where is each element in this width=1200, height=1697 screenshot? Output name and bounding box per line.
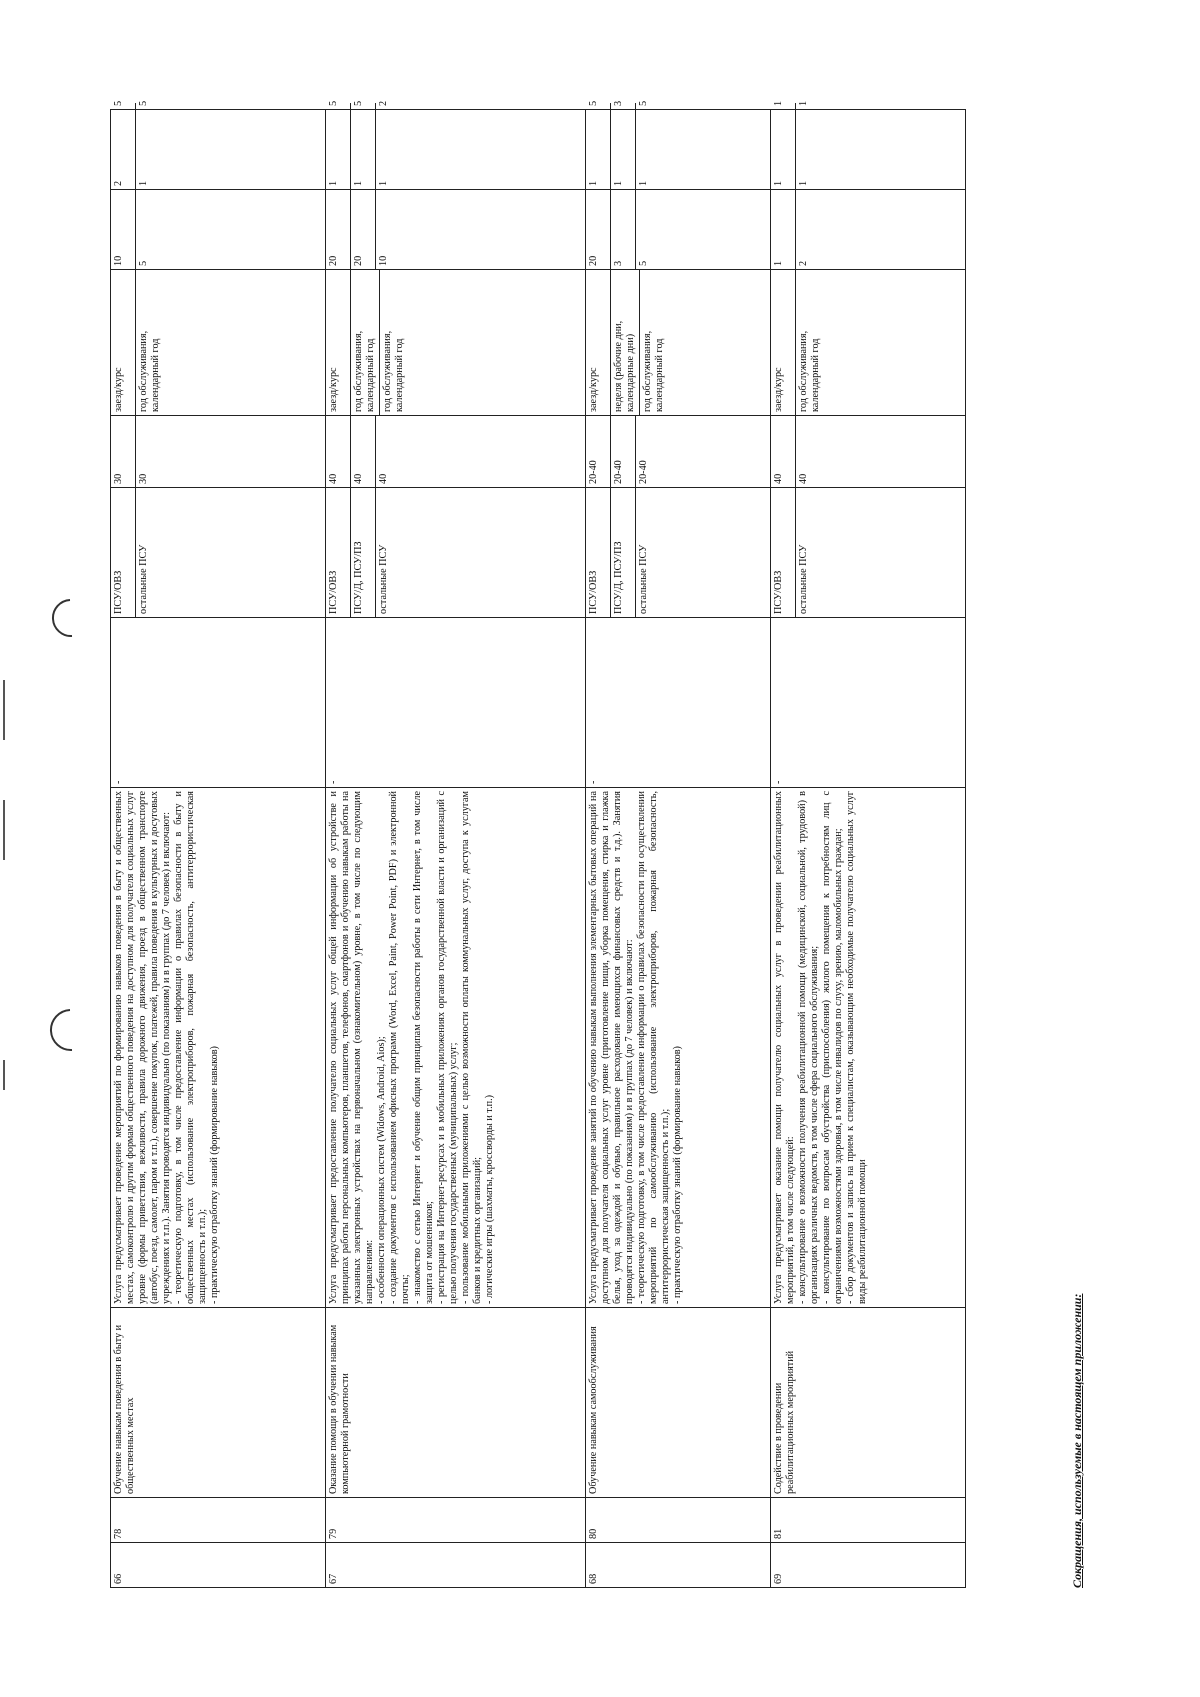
service-description: Услуга предусматривает предоставление получателю социальных услуг общей информации об устройстве и принципах работы персональных компьютеров, планшетов, телефонов, смартфонов и обучению навыкам работы на указанных электронных устройствах на первоначальном (ознакомительном) уровне, в том числе по следующим направлениям: - особенности операционных систем (Widows, Android, Aios); - создание документов с использованием офисных программ (Word, Excel, Paint, Power Point, PDF) и электронной почты; - знакомство с сетью Интернет и обучение общим принципам безопасности работы в сети Интернет, в том числе защита от мошенников; - регистрация на Интернет-ресурсах и в мобильных приложениях органов государственной власти и организаций с целью получения государственных (муниципальных) услуг; - пользование мобильными приложениями с целью возможности оплаты коммунальных услуг, доступа к услугам банков и кредитных организаций; - логические игры (шахматы, кроссворды и т.п.) [326, 788, 586, 1308]
frequency-value: 1 [135, 110, 160, 189]
service-code: 78 [111, 1498, 326, 1543]
frequency-value: 2 [113, 180, 124, 186]
volume-value-cell [326, 190, 586, 270]
unit-of-measure: заезд/курс [113, 367, 124, 412]
row-number: 69 [771, 1543, 966, 1588]
volume-value: 1 [773, 260, 784, 266]
unit-of-measure-cell [586, 270, 771, 416]
abbreviations-heading: Сокращения, используемые в настоящем приложении: [1070, 1293, 1084, 1588]
extra-column: - [111, 618, 326, 788]
time-norm-cell [326, 416, 586, 488]
service-code: 81 [771, 1498, 966, 1543]
time-norm: 20-40 [588, 460, 599, 484]
table-body [111, 100, 966, 1588]
volume-value: 5 [135, 190, 160, 269]
time-norm-cell [111, 416, 326, 488]
unit-of-measure: неделя (рабочие дни, календарные дни) [610, 270, 639, 415]
volume-value: 20 [328, 255, 339, 266]
time-norm: 40 [350, 416, 375, 487]
unit-of-measure: заезд/курс [588, 367, 599, 412]
recipient-category: ПСУ/ОВЗ [328, 570, 339, 614]
rotated-document [110, 100, 1084, 1588]
service-name: Обучение навыкам поведения в быту и общественных местах [111, 1308, 326, 1498]
row-number: 66 [111, 1543, 326, 1588]
extra-column: - [586, 618, 771, 788]
recipient-category: остальные ПСУ [635, 488, 660, 617]
volume-value: 5 [635, 190, 660, 269]
unit-of-measure: год обслуживания, календарный год [379, 270, 408, 415]
frequency-value: 1 [375, 110, 400, 189]
recipient-category: ПСУ/Д, ПСУ/ПЗ [350, 488, 375, 617]
count-value: 1 [795, 103, 820, 109]
count-value: 5 [135, 103, 160, 109]
frequency-value: 1 [773, 180, 784, 186]
recipient-category: остальные ПСУ [375, 488, 400, 617]
time-norm: 40 [328, 473, 339, 484]
services-table [110, 100, 966, 1588]
time-norm: 40 [773, 473, 784, 484]
table-row [586, 110, 771, 1588]
volume-value: 20 [588, 255, 599, 266]
time-norm-cell [586, 416, 771, 488]
service-name: Оказание помощи в обучении навыкам компьютерной грамотности [326, 1308, 586, 1498]
volume-value: 10 [113, 255, 124, 266]
time-norm: 40 [375, 416, 400, 487]
frequency-value: 1 [350, 110, 375, 189]
count-value: 5 [350, 103, 375, 109]
table-row [111, 110, 326, 1588]
recipient-category: ПСУ/Д, ПСУ/ПЗ [610, 488, 635, 617]
row-number: 68 [586, 1543, 771, 1588]
table-row [326, 110, 586, 1588]
volume-value: 2 [795, 190, 820, 269]
recipient-category: остальные ПСУ [135, 488, 160, 617]
time-norm: 30 [113, 473, 124, 484]
count-value: 3 [610, 103, 635, 109]
frequency-value: 1 [795, 110, 820, 189]
extra-column: - [771, 618, 966, 788]
time-norm-cell [771, 416, 966, 488]
frequency-value-cell [771, 110, 966, 190]
time-norm: 20-40 [635, 416, 660, 487]
unit-of-measure: заезд/курс [328, 367, 339, 412]
frequency-value: 1 [328, 180, 339, 186]
frequency-value-cell [326, 110, 586, 190]
unit-of-measure-cell [326, 270, 586, 416]
frequency-value: 1 [588, 180, 599, 186]
extra-column: - [326, 618, 586, 788]
count-value: 5 [588, 100, 599, 106]
recipient-category: ПСУ/ОВЗ [113, 570, 124, 614]
service-code: 79 [326, 1498, 586, 1543]
time-norm: 20-40 [610, 416, 635, 487]
service-code: 80 [586, 1498, 771, 1543]
frequency-value-cell [586, 110, 771, 190]
time-norm: 40 [795, 416, 820, 487]
frequency-value-cell [111, 110, 326, 190]
table-row [771, 110, 966, 1588]
count-value: 5 [113, 100, 124, 106]
unit-of-measure: заезд/курс [773, 367, 784, 412]
volume-value: 20 [350, 190, 375, 269]
count-value: 5 [635, 103, 660, 109]
recipient-category-cell [111, 488, 326, 618]
count-value: 2 [375, 103, 400, 109]
volume-value-cell [771, 190, 966, 270]
unit-of-measure: год обслуживания, календарный год [350, 270, 379, 415]
service-name: Содействие в проведении реабилитационных мероприятий [771, 1308, 966, 1498]
volume-value: 3 [610, 190, 635, 269]
recipient-category: ПСУ/ОВЗ [588, 570, 599, 614]
row-number: 67 [326, 1543, 586, 1588]
frequency-value: 1 [635, 110, 660, 189]
volume-value-cell [586, 190, 771, 270]
unit-of-measure: год обслуживания, календарный год [135, 270, 164, 415]
count-value: 1 [773, 100, 784, 106]
recipient-category: ПСУ/ОВЗ [773, 570, 784, 614]
recipient-category-cell [771, 488, 966, 618]
service-description: Услуга предусматривает проведение занятий по обучению навыкам выполнения элементарных бытовых операций на доступном для получателя социальных услуг уровне (приготовление пищи, уборка помещения, стирка и глажка белья, уход за одеждой и обувью, правильное расходование имеющихся финансовых средств и т.д.). Занятия проводятся индивидуально (по показаниям) и в группах (до 7 человек) и включают: - теоретическую подготовку, в том числе предоставление информации о правилах безопасности при осуществлении мероприятий по самообслуживанию (использование электроприборов, пожарная безопасность, антитеррористическая защищенность и т.п.); - практическую отработку знаний (формирование навыков) [586, 788, 771, 1308]
unit-of-measure: год обслуживания, календарный год [639, 270, 668, 415]
service-description: Услуга предусматривает проведение мероприятий по формированию навыков поведения в быту и общественных местах, самоконтролю и другим формам общественного поведения на доступном для получателя социальных услуг уровне (формы приветствия, вежливости, правила дорожного движения, проезд в общественном транспорте (автобус, поезд, самолет, паром и т.п.), совершение покупок, платежей, правила поведения в культурных и досуговых учреждениях и т.п.). Занятия проводятся индивидуально (по показаниям) и в группах (до 7 человек) и включают: - теоретическую подготовку, в том числе предоставление информации о правилах безопасности в быту и общественных местах (использование электроприборов, пожарная безопасность, антитеррористическая защищенность и т.п.); - практическую отработку знаний (формирование навыков) [111, 788, 326, 1308]
frequency-value: 1 [610, 110, 635, 189]
volume-value: 10 [375, 190, 400, 269]
time-norm: 30 [135, 416, 160, 487]
count-value: 5 [328, 100, 339, 106]
unit-of-measure-cell [771, 270, 966, 416]
volume-value-cell [111, 190, 326, 270]
recipient-category: остальные ПСУ [795, 488, 820, 617]
service-name: Обучение навыкам самообслуживания [586, 1308, 771, 1498]
unit-of-measure-cell [111, 270, 326, 416]
recipient-category-cell [326, 488, 586, 618]
recipient-category-cell [586, 488, 771, 618]
service-description: Услуга предусматривает оказание помощи получателю социальных услуг в проведении реабилитационных мероприятий, в том числе следующей: - консультирование о возможности получения реабилитационной помощи (медицинской, социальной, трудовой) в организациях различных ведомств, в том числе сфера социального обслуживания; - консультирование по вопросам обустройства (приспособления) жилого помещения к потребностям лиц с ограничениями возможностями здоровья, в том числе инвалидов по слуху, зрению, маломобильных граждан; - сбор документов и запись на прием к специалистам, оказывающим необходимые получателю социальных услуг виды реабилитационной помощи [771, 788, 966, 1308]
unit-of-measure: год обслуживания, календарный год [795, 270, 824, 415]
